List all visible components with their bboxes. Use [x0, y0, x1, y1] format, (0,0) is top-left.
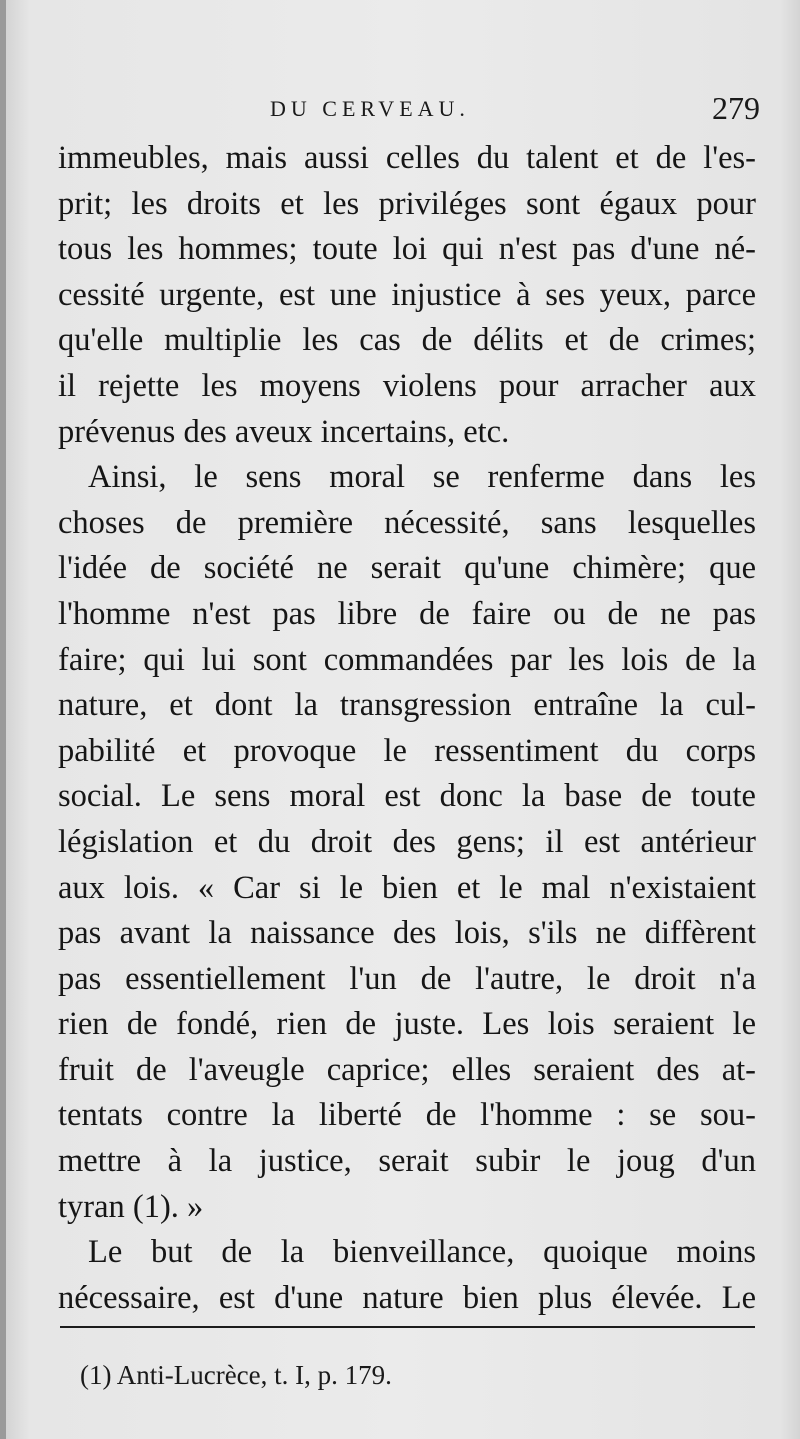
text-line: qu'elle multiplie les cas de délits et de crimes; — [58, 322, 756, 359]
text-line: nature, et dont la transgression entraîne la cul- — [58, 687, 756, 724]
text-line: choses de première nécessité, sans lesquelles — [58, 504, 756, 541]
paragraph-start-line: Ainsi, le sens moral se renferme dans les — [88, 459, 756, 496]
text-line: l'idée de société ne serait qu'une chimère; que — [58, 550, 756, 587]
text-line: pas essentiellement l'un de l'autre, le droit n'a — [58, 960, 756, 997]
text-line: l'homme n'est pas libre de faire ou de ne pas — [58, 595, 756, 632]
text-line: faire; qui lui sont commandées par les lois de la — [58, 641, 756, 678]
text-line: prit; les droits et les priviléges sont égaux pour — [58, 185, 756, 222]
text-line: rien de fondé, rien de juste. Les lois seraient le — [58, 1006, 756, 1043]
page-number: 279 — [712, 90, 760, 126]
text-line: pabilité et provoque le ressentiment du corps — [58, 732, 756, 769]
footnote: (1) Anti-Lucrèce, t. I, p. 179. — [80, 1360, 392, 1390]
text-line: tentats contre la liberté de l'homme : se sou- — [58, 1097, 756, 1134]
running-title: DU CERVEAU. — [270, 96, 470, 121]
text-line: cessité urgente, est une injustice à ses yeux, parce — [58, 276, 756, 313]
text-line: nécessaire, est d'une nature bien plus élevée. Le — [58, 1279, 756, 1316]
text-line: fruit de l'aveugle caprice; elles seraient des at- — [58, 1051, 756, 1088]
text-line: pas avant la naissance des lois, s'ils ne diffèrent — [58, 915, 756, 952]
footnote-rule — [60, 1326, 755, 1328]
text-line: tous les hommes; toute loi qui n'est pas d'une né- — [58, 231, 756, 268]
text-line: immeubles, mais aussi celles du talent et de l'es- — [58, 140, 756, 176]
page-spine-shadow — [0, 0, 6, 1439]
text-line: législation et du droit des gens; il est antérieur — [58, 823, 756, 860]
text-line: prévenus des aveux incertains, etc. — [58, 413, 510, 450]
text-line: social. Le sens moral est donc la base de toute — [58, 778, 756, 815]
text-line: tyran (1). » — [58, 1188, 204, 1225]
paragraph-start-line: Le but de la bienveillance, quoique moins — [88, 1234, 756, 1271]
text-line: aux lois. « Car si le bien et le mal n'existaient — [58, 869, 756, 906]
page-header — [60, 90, 760, 136]
text-line: mettre à la justice, serait subir le joug d'un — [58, 1143, 756, 1180]
text-line: il rejette les moyens violens pour arracher aux — [58, 367, 756, 404]
page-body-text — [58, 136, 756, 1321]
